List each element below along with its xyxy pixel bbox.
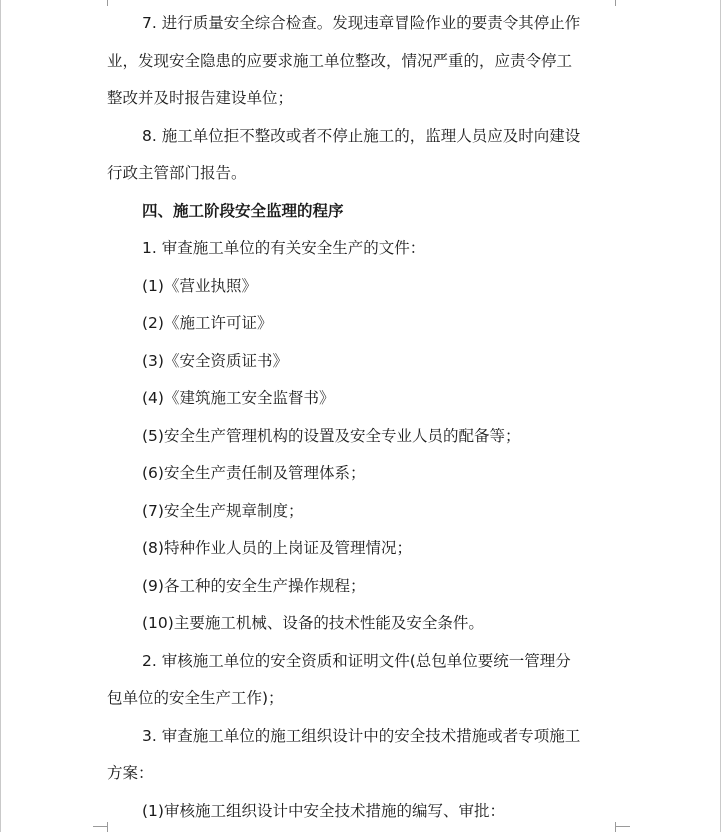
list-item: (2)《施工许可证》	[142, 314, 273, 332]
item-2-line-2: 包单位的安全生产工作)；	[107, 689, 284, 707]
item-1-heading: 1. 审查施工单位的有关安全生产的文件：	[142, 239, 426, 257]
list-item: (3)《安全资质证书》	[142, 352, 288, 370]
paragraph-8-line-1: 8. 施工单位拒不整改或者不停止施工的，监理人员应及时向建设	[142, 127, 581, 145]
crop-mark	[93, 826, 108, 827]
crop-mark	[615, 822, 616, 832]
list-item: (5)安全生产管理机构的设置及安全专业人员的配备等；	[142, 427, 521, 445]
item-3-line-1: 3. 审查施工单位的施工组织设计中的安全技术措施或者专项施工	[142, 727, 581, 745]
section-heading: 四、施工阶段安全监理的程序	[142, 202, 344, 220]
crop-mark	[615, 826, 630, 827]
crop-mark	[615, 0, 616, 6]
crop-mark	[107, 0, 108, 6]
paragraph-7-line-1: 7. 进行质量安全综合检查。发现违章冒险作业的要责令其停止作	[142, 14, 581, 32]
paragraph-8-line-2: 行政主管部门报告。	[107, 164, 247, 182]
list-item: (4)《建筑施工安全监督书》	[142, 389, 335, 407]
list-item: (7)安全生产规章制度；	[142, 502, 304, 520]
list-item: (1)《营业执照》	[142, 277, 257, 295]
list-item: (9)各工种的安全生产操作规程；	[142, 577, 366, 595]
list-item: (6)安全生产责任制及管理体系；	[142, 464, 366, 482]
item-3-line-2: 方案：	[107, 764, 154, 782]
paragraph-7-line-3: 整改并及时报告建设单位；	[107, 89, 294, 107]
crop-mark	[107, 822, 108, 832]
list-item: (1)审核施工组织设计中安全技术措施的编写、审批：	[142, 802, 505, 820]
paragraph-7-line-2: 业，发现安全隐患的应要求施工单位整改，情况严重的，应责令停工	[107, 52, 573, 70]
list-item: (10)主要施工机械、设备的技术性能及安全条件。	[142, 614, 484, 632]
item-2-line-1: 2. 审核施工单位的安全资质和证明文件(总包单位要统一管理分	[142, 652, 571, 670]
list-item: (8)特种作业人员的上岗证及管理情况；	[142, 539, 412, 557]
